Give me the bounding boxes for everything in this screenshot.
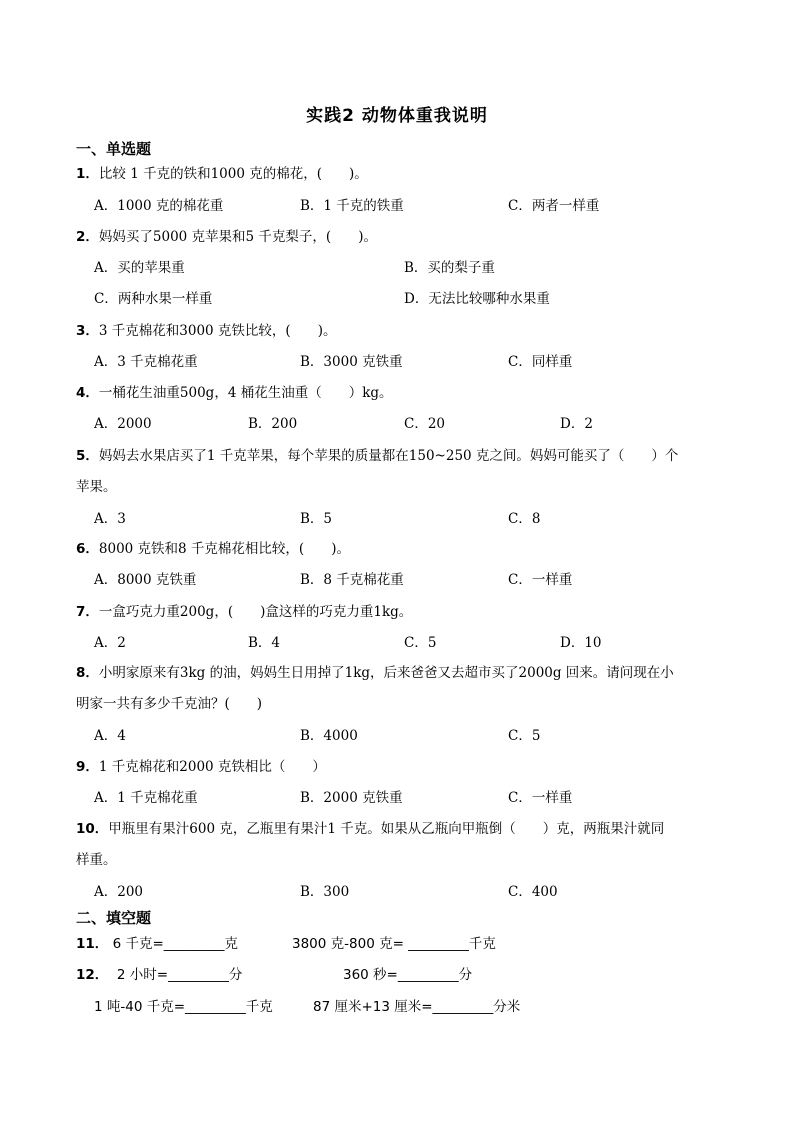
question-1 — [76, 159, 726, 190]
question-number: 8． — [76, 665, 99, 681]
question-8-continued: 明家一共有多少千克油？( ) — [76, 696, 263, 712]
question-7 — [76, 597, 726, 628]
option-a: A．200 — [94, 884, 144, 900]
option-c: C．一样重 — [508, 572, 573, 588]
option-b: B．4 — [248, 635, 281, 651]
question-number: 2． — [76, 229, 99, 245]
question-number: 1． — [76, 166, 99, 182]
option-d: D．10 — [560, 635, 602, 651]
option-c: C．两种水果一样重 — [94, 291, 213, 307]
question-10-continued: 样重。 — [76, 852, 117, 868]
question-3 — [76, 316, 726, 347]
question-5-continued: 苹果。 — [76, 479, 117, 495]
question-12 — [76, 963, 242, 987]
option-c: C．5 — [508, 728, 541, 744]
fill-blank-item: 2 小时=_________分 — [116, 967, 243, 983]
option-c: C．两者一样重 — [508, 198, 600, 214]
option-c: C．一样重 — [508, 790, 573, 806]
fill-blank-item: 360 秒=_________分 — [343, 967, 473, 983]
option-b: B．300 — [300, 884, 350, 900]
option-c: C．400 — [508, 884, 558, 900]
question-9 — [76, 752, 726, 783]
question-number: 10． — [76, 821, 109, 837]
option-a: A．2000 — [94, 416, 152, 432]
question-4 — [76, 378, 726, 409]
question-5 — [76, 441, 726, 472]
option-b: B．5 — [300, 511, 333, 527]
option-a: A．8000 克铁重 — [94, 572, 197, 588]
fill-blank-item: 1 吨-40 千克=_________千克 — [94, 999, 273, 1015]
option-a: A．1000 克的棉花重 — [94, 198, 224, 214]
page-title: 实践2 动物体重我说明 — [306, 106, 488, 126]
option-c: C．同样重 — [508, 354, 573, 370]
question-text: 妈妈去水果店买了1 千克苹果，每个苹果的质量都在150~250 克之间。妈妈可能买了（ ）个 — [98, 448, 679, 464]
option-a: A．买的苹果重 — [94, 260, 185, 276]
question-text: 比较 1 千克的铁和1000 克的棉花，( )。 — [98, 166, 368, 182]
option-a: A．3 — [94, 511, 126, 527]
question-text: 8000 克铁和8 千克棉花相比较，( )。 — [98, 541, 350, 557]
option-c: C．5 — [404, 635, 437, 651]
question-text: 一桶花生油重500g，4 桶花生油重（ ）kg。 — [98, 385, 393, 401]
question-8 — [76, 658, 726, 689]
fill-blank-item: 3800 克-800 克= _________千克 — [292, 936, 496, 952]
option-a: A．4 — [94, 728, 126, 744]
question-text: 3 千克棉花和3000 克铁比较，( )。 — [98, 323, 337, 339]
question-text: 1 千克棉花和2000 克铁相比（ ） — [98, 759, 326, 775]
section-heading-single-choice: 一、单选题 — [76, 140, 152, 158]
option-b: B．3000 克铁重 — [300, 354, 403, 370]
option-d: D．无法比较哪种水果重 — [404, 291, 550, 307]
question-number: 9． — [76, 759, 99, 775]
question-number: 5． — [76, 448, 99, 464]
question-text: 一盒巧克力重200g，( )盒这样的巧克力重1kg。 — [98, 604, 413, 620]
option-d: D．2 — [560, 416, 593, 432]
question-number: 4． — [76, 385, 99, 401]
question-number: 3． — [76, 323, 99, 339]
fill-blank-item: 87 厘米+13 厘米=_________分米 — [313, 999, 521, 1015]
question-11 — [76, 932, 238, 956]
question-number: 12． — [76, 967, 109, 983]
question-text: 小明家原来有3kg 的油，妈妈生日用掉了1kg，后来爸爸又去超市买了2000g 回来。请问现在小 — [98, 665, 674, 681]
question-text: 妈妈买了5000 克苹果和5 千克梨子，( )。 — [98, 229, 377, 245]
question-6 — [76, 534, 726, 565]
option-a: A．1 千克棉花重 — [94, 790, 198, 806]
question-number: 6． — [76, 541, 99, 557]
option-a: A．2 — [94, 635, 126, 651]
question-number: 7． — [76, 604, 99, 620]
option-b: B．200 — [248, 416, 298, 432]
question-2 — [76, 222, 726, 253]
section-heading-fill-in: 二、填空题 — [76, 909, 152, 927]
option-c: C．20 — [404, 416, 446, 432]
option-b: B．2000 克铁重 — [300, 790, 403, 806]
fill-blank-item: 6 千克=_________克 — [112, 936, 239, 952]
option-a: A．3 千克棉花重 — [94, 354, 198, 370]
option-b: B．1 千克的铁重 — [300, 198, 404, 214]
option-b: B．买的梨子重 — [404, 260, 495, 276]
question-text: 甲瓶里有果汁600 克，乙瓶里有果汁1 千克。如果从乙瓶向甲瓶倒（ ）克，两瓶果汁就同 — [108, 821, 665, 837]
question-10 — [76, 814, 726, 845]
option-b: B．4000 — [300, 728, 358, 744]
option-b: B．8 千克棉花重 — [300, 572, 404, 588]
question-number: 11． — [76, 936, 109, 952]
option-c: C．8 — [508, 511, 541, 527]
